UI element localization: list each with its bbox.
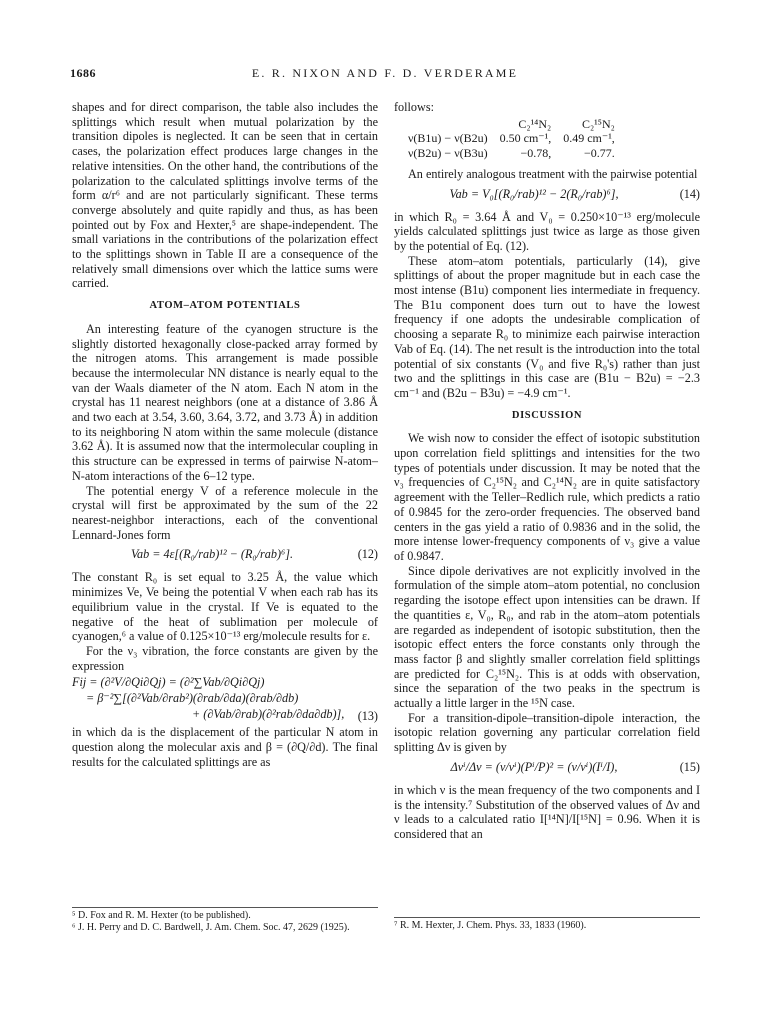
equation-body: Vab = V₀[(R₀/rab)¹² − 2(R₀/rab)⁶], [449,186,619,201]
table-cell: 0.49 cm⁻¹, [563,131,615,146]
table-row [402,131,621,146]
equation-body: Δνⁱ/Δν = (ν/νⁱ)(Pⁱ/P)² = (ν/νⁱ)(Iⁱ/I), [450,759,618,774]
paragraph: in which ν is the mean frequency of the two components and I is the intensity.⁷ Substitution of the observed values of Δν and ν leads to a calculated ratio I[¹⁴N]/I[¹⁵N] = 0.96. When it is considered that an [394,782,700,841]
page-number: 1686 [70,66,96,80]
equation-14 [394,187,700,205]
footnote: ⁵ D. Fox and R. M. Hexter (to be published). [72,910,251,921]
paragraph: shapes and for direct comparison, the table also includes the splittings which result when mutual polarization by the transition dipoles is neglected. It can be seen that in certain cases, the polarization effect produces large changes in the relative intensities. On the other hand, the contributions of the polarization to the calculated splittings involve terms of the form α/r⁶ and are not particularly significant. These terms converge absolutely and quite rapidly and thus, as has been pointed out by Fox and Hexter,⁵ are shape-independent. The small variations in the contributions of the polarization effect to the splittings shown in Table II are a consequence of the relatively small dimensions over which the lattice sums were carried. [72,100,378,291]
paragraph: The potential energy V of a reference molecule in the crystal will first be approximated by the sum of the 22 nearest-neighbor interactions, each of the conventional Lennard-Jones form [72,483,378,542]
table-cell: −0.78, [520,146,552,161]
paragraph: For the ν₃ vibration, the force constants are given by the expression [72,643,378,673]
table-header: C₂¹⁴N₂ [518,116,552,131]
table-cell: ν(B1u) − ν(B2u) [408,131,488,146]
equation-12 [72,547,378,565]
equation-line: = β⁻²∑[(∂²Vab/∂rab²)(∂rab/∂da)(∂rab/∂db) [86,691,299,706]
equation-body: Vab = 4ε[(R₀/rab)¹² − (R₀/rab)⁶]. [130,547,294,562]
equation-line: + (∂Vab/∂rab)(∂²rab/∂da∂db)], [192,707,345,722]
running-head: E. R. NIXON AND F. D. VERDERAME [251,66,519,80]
equation-number: (14) [679,186,700,201]
paragraph: follows: [394,100,434,114]
footnotes-left [72,907,378,933]
splitting-table [402,117,621,161]
equation-15 [394,760,700,778]
paragraph: The constant R₀ is set equal to 3.25 Å, the value which minimizes Ve, Ve being the potential V when each rab has its equilibrium value in the crystal. If Ve is equated to the negative of the heat of sublimation per molecule of cyanogen,⁶ a value of 0.125×10⁻¹³ erg/molecule results for ε. [72,570,378,644]
section-heading: ATOM–ATOM POTENTIALS [149,300,301,312]
left-column [72,100,378,769]
page-header [70,66,700,82]
paragraph: in which R₀ = 3.64 Å and V₀ = 0.250×10⁻¹³ erg/molecule yields calculated splittings just twice as large as those given by the potential of Eq. (12). [394,209,700,253]
paragraph: Since dipole derivatives are not explicitly involved in the formulation of the simple atom–atom potential, no conclusion regarding the isotope effect upon intensities can be drawn. If the quantities ε, V₀, R₀, and rab in the atom–atom potentials are regarded as independent of isotopic substitution, then the isotopic effect enters the force constants only through the mass factor β and slightly smaller correlation field splittings are predicted for C₂¹⁵N₂. This is at odds with observation, since the separation of the two peaks in the spectrum is actually a little larger in the ¹⁵N case. [394,563,700,711]
equation-13 [72,675,378,723]
right-column [394,100,700,842]
table-header: C₂¹⁵N₂ [581,116,615,131]
equation-number: (12) [357,547,378,562]
equation-line: Fij = (∂²V/∂Qi∂Qj) = (∂²∑Vab/∂Qi∂Qj) [72,675,265,690]
footnote: ⁷ R. M. Hexter, J. Chem. Phys. 33, 1833 (1960). [394,920,587,931]
paragraph: An interesting feature of the cyanogen structure is the slightly distorted hexagonally close-packed array formed by the nitrogen atoms. This arrangement is made possible because the intermolecular NN distance is nearly equal to the van der Waals diameter of the N atom. Each N atom in the crystal has 11 nearest neighbors (one at a distance of 3.86 Å and two each at 3.54, 3.60, 3.64, 3.72, and 3.73 Å) in addition to its neighboring N atom within the same molecule (distance 3.62 Å). It is assumed now that the intermolecular coupling in this structure can be expressed in terms of pairwise N-atom–N-atom interactions of the 6–12 type. [72,321,378,483]
paragraph: An entirely analogous treatment with the pairwise potential [408,166,698,181]
footnote: ⁶ J. H. Perry and D. C. Bardwell, J. Am. Chem. Soc. 47, 2629 (1925). [72,921,350,933]
table-cell: −0.77. [584,146,615,161]
section-heading: DISCUSSION [511,409,583,421]
paragraph: For a transition-dipole–transition-dipole interaction, the isotopic relation governing any particular correlation field splitting Δν is given by [394,710,700,755]
paragraph: in which da is the displacement of the particular N atom in question along the molecular axis and β = (∂Q/∂d). The final results for the calculated splittings are as [72,725,378,769]
table-cell: 0.50 cm⁻¹, [499,131,552,146]
paragraph: We wish now to consider the effect of isotopic substitution upon correlation field splittings and intensities for the two types of potentials under discussion. It may be noted that the ν₃ frequencies of C₂¹⁵N₂ and C₂¹⁴N₂ are in quite satisfactory agreement with the Teller–Redlich rule, which predicts a ratio of 0.9845 for the zero-order frequencies. The observed band centers in the gas yield a ratio of 0.9836 and in the solid, the more intense lower-frequency components of ν₃ give a value of 0.9847. [394,431,700,563]
equation-number: (15) [679,759,700,774]
table-row [402,146,621,161]
footnotes-right [394,917,700,932]
paragraph: These atom–atom potentials, particularly (14), give splittings of about the proper magnitude but in each case the most intense (B1u) component lies intermediate in frequency. The B1u component does turn out to have the lowest frequency if one adopts the undesirable complication of choosing a separate R₀ to minimize each pairwise interaction Vab of Eq. (14). The net result is the introduction into the total potential of six constants (V₀ and five R₀'s) rather than just two and the splittings in this case are (B1u − B2u) = −2.3 cm⁻¹ and (B2u − B3u) = −4.9 cm⁻¹. [394,253,700,400]
equation-number: (13) [357,708,378,723]
table-cell: ν(B2u) − ν(B3u) [408,146,488,161]
